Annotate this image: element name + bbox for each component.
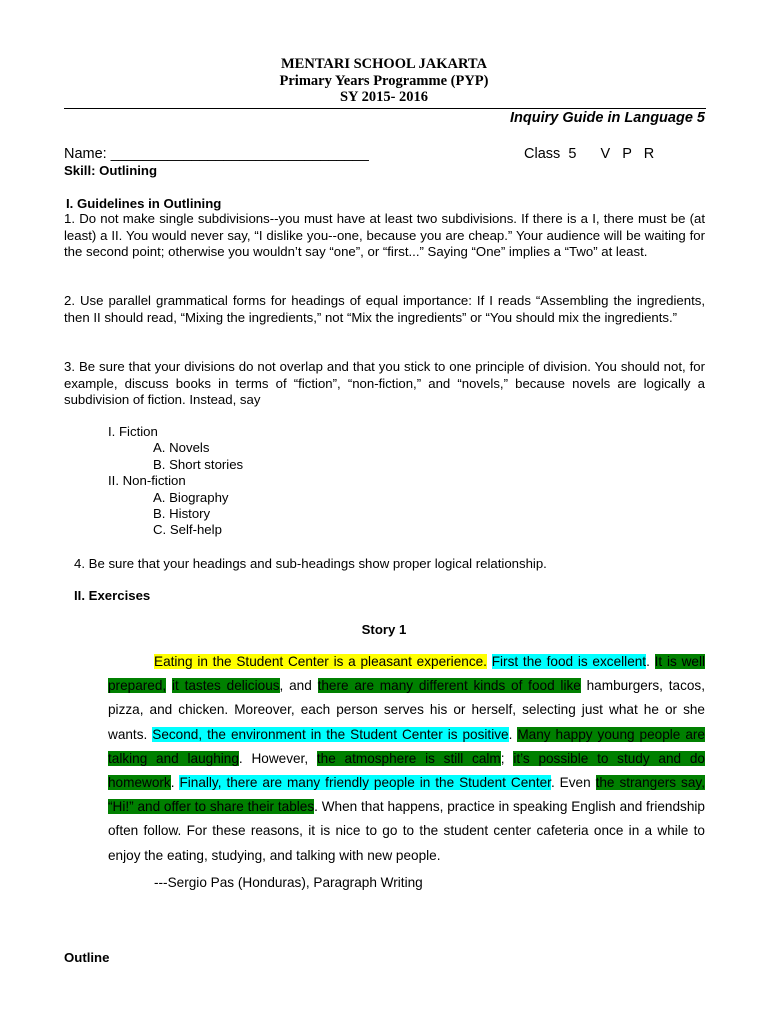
story-attribution: ---Sergio Pas (Honduras), Paragraph Writing — [154, 875, 423, 890]
name-field: Name: ________________________________ — [64, 146, 369, 162]
header-divider — [64, 108, 706, 109]
school-year: SY 2015- 2016 — [339, 89, 429, 105]
programme-name: Primary Years Programme (PYP) — [279, 73, 489, 89]
skill-label: Skill: Outlining — [64, 163, 158, 178]
supporting-detail: the atmosphere is still calm — [316, 750, 501, 766]
text-run: . — [646, 654, 655, 669]
main-point: Finally, there are many friendly people in the Student Center — [179, 775, 551, 791]
text-run: . — [508, 726, 518, 742]
story-title: Story 1 — [361, 622, 407, 637]
guide-title: Inquiry Guide in Language 5 — [510, 110, 705, 126]
text-run: hamburgers, tacos, pizza, and chicken. Moreover, each person serves his or herself, selecting just what he or she wants. — [108, 678, 705, 742]
main-point: First the food is excellent — [491, 654, 647, 669]
school-name: MENTARI SCHOOL JAKARTA — [280, 56, 487, 72]
guideline-2: 2. Use parallel grammatical forms for headings of equal importance: If I reads “Assembling the ingredients, then II should read, “Mixing the ingredients,” not “Mix the ingredients” or “You should mix the ingredients.” — [64, 293, 705, 325]
supporting-detail: there are many different kinds of food like — [317, 678, 581, 694]
section-exercises-heading: II. Exercises — [74, 588, 151, 603]
story-paragraph — [108, 650, 705, 868]
outline-item: I. Fiction — [108, 424, 158, 439]
outline-item: II. Non-fiction — [108, 473, 186, 489]
supporting-detail: It is well prepared, — [108, 654, 705, 694]
guideline-1: 1. Do not make single subdivisions--you must have at least two subdivisions. If there is a I, there must be (at least) a II. You would never say, “I dislike you--one, because you are cheap.” Your audience will be waiting for the second point; otherwise you wouldn’t say “one”, or “first...” Saying “One” implies a “Two” at least. — [64, 211, 705, 259]
text-run: . When that happens, practice in speaking English and friendship often follow. For these reasons, it is nice to go to the student center cafeteria once in a while to enjoy the eating, studying, and talking with new people. — [108, 799, 705, 863]
supporting-detail: it’s possible to study and do homework — [108, 750, 705, 791]
guideline-3: 3. Be sure that your divisions do not overlap and that you stick to one principle of division. You should not, for example, discuss books in terms of “fiction”, “non-fiction,” and “novels,” because novels are logically a subdivision of fiction. Instead, say — [64, 359, 705, 407]
text-run: ; — [500, 750, 514, 766]
text-run: . — [170, 775, 180, 791]
class-field: Class 5 V P R — [524, 146, 655, 162]
outline-item: C. Self-help — [153, 522, 222, 538]
outline-item: A. Novels — [153, 440, 210, 456]
text-run: . However, — [238, 750, 317, 766]
supporting-detail: the strangers say, “Hi!” and offer to share their tables — [108, 775, 705, 815]
outline-example — [108, 424, 243, 539]
supporting-detail: Many happy young people are talking and laughing — [108, 726, 705, 766]
guideline-4: 4. Be sure that your headings and sub-headings show proper logical relationship. — [74, 556, 547, 571]
main-point: Second, the environment in the Student Center is positive — [152, 726, 509, 742]
topic-sentence: Eating in the Student Center is a pleasant experience. — [154, 654, 487, 669]
text-run: . Even — [550, 775, 596, 791]
text-run: , and — [279, 678, 318, 694]
outline-item: A. Biography — [153, 489, 229, 505]
section-guidelines-heading: I. Guidelines in Outlining — [66, 196, 222, 211]
outline-item: B. Short stories — [153, 456, 244, 472]
supporting-detail: it tastes delicious — [172, 678, 280, 694]
outline-item: B. History — [153, 505, 211, 521]
outline-heading: Outline — [64, 950, 110, 965]
